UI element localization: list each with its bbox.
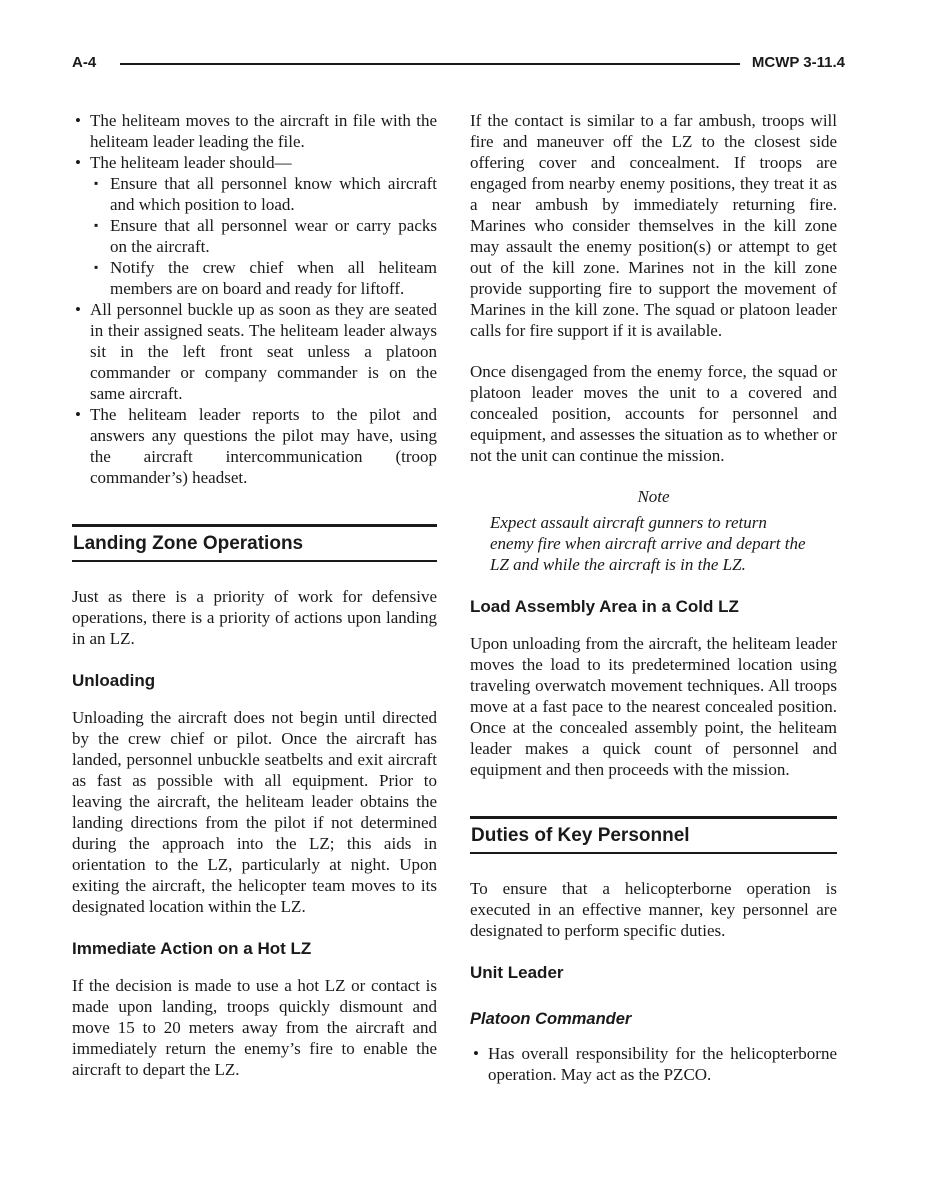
bullet-text: The heliteam leader should— — [90, 153, 292, 172]
bullet-text: Has overall responsibility for the helicopterborne operation. May act as the PZCO. — [488, 1044, 837, 1084]
note-text: Expect assault aircraft gunners to return enemy fire when aircraft arrive and depart the LZ and while the aircraft is in the LZ. — [490, 513, 806, 574]
bullet-item-sub — [72, 215, 437, 257]
cold-lz-paragraph: Upon unloading from the aircraft, the heliteam leader moves the load to its predetermined location using traveling overwatch movement techniques. All troops move at a fast pace to the nearest concealed position. Once at the concealed assembly point, the heliteam leader makes a quick count of personnel and equipment and then proceeds with the mission. — [470, 634, 837, 779]
page-header — [72, 54, 845, 72]
bullet-item — [72, 152, 437, 173]
hot-lz-paragraph: If the decision is made to use a hot LZ or contact is made upon landing, troops quickly dismount and move 15 to 20 meters away from the aircraft and immediately return the enemy’s fire to enable the aircraft to depart the LZ. — [72, 976, 437, 1079]
bullet-text: Ensure that all personnel wear or carry packs on the aircraft. — [110, 216, 437, 256]
two-column-body — [72, 110, 845, 1105]
column-right — [470, 110, 837, 1105]
duties-intro-paragraph: To ensure that a helicopterborne operation is executed in an effective manner, key personnel are designated to perform specific duties. — [470, 879, 837, 940]
disengage-paragraph: Once disengaged from the enemy force, the squad or platoon leader moves the unit to a covered and concealed position, accounts for personnel and equipment, and assesses the situation as to whether or not the unit can continue the mission. — [470, 362, 837, 465]
section-heading-duties-of-key-personnel: Duties of Key Personnel — [470, 816, 837, 854]
platoon-commander-bullet-list — [470, 1043, 837, 1085]
boarding-bullet-list — [72, 110, 437, 488]
bullet-item-sub — [72, 257, 437, 299]
bullet-item — [470, 1043, 837, 1085]
hot-lz-heading: Immediate Action on a Hot LZ — [72, 939, 312, 958]
bullet-item-sub — [72, 173, 437, 215]
doc-ref: MCWP 3-11.4 — [751, 54, 845, 71]
note-label: Note — [637, 487, 670, 506]
far-ambush-paragraph: If the contact is similar to a far ambush, troops will fire and maneuver off the LZ to the closest side offering cover and concealment. If troops are engaged from nearby enemy positions, they treat it as a near ambush by immediately returning fire. Marines who consider themselves in the kill zone may assault the enemy position(s) or attempt to get out of the kill zone. Marines not in the kill zone provide supporting fire to support the movement of Marines in the kill zone. The squad or platoon leader calls for fire support if it is available. — [470, 111, 837, 340]
bullet-text: The heliteam leader reports to the pilot and answers any questions the pilot may have, using the aircraft intercommunication (troop commander’s) headset. — [90, 405, 437, 487]
bullet-item — [72, 299, 437, 404]
header-rule — [120, 63, 740, 65]
platoon-commander-heading: Platoon Commander — [470, 1010, 632, 1028]
cold-lz-heading: Load Assembly Area in a Cold LZ — [470, 597, 739, 616]
column-left — [72, 110, 437, 1100]
bullet-text: The heliteam moves to the aircraft in file with the heliteam leader leading the file. — [90, 111, 437, 151]
lz-operations-intro-paragraph: Just as there is a priority of work for defensive operations, there is a priority of actions upon landing in an LZ. — [72, 587, 437, 648]
bullet-text: Ensure that all personnel know which aircraft and which position to load. — [110, 174, 437, 214]
page-number: A-4 — [72, 54, 97, 71]
unloading-heading: Unloading — [72, 671, 156, 690]
bullet-text: All personnel buckle up as soon as they are seated in their assigned seats. The heliteam leader always sit in the left front seat unless a platoon commander or company commander is on the same aircraft. — [90, 300, 437, 403]
bullet-item — [72, 404, 437, 488]
section-heading-landing-zone-operations: Landing Zone Operations — [72, 524, 437, 562]
unloading-paragraph: Unloading the aircraft does not begin until directed by the crew chief or pilot. Once the aircraft has landed, personnel unbuckle seatbelts and exit aircraft as fast as possible with all equipment. Prior to leaving the aircraft, the heliteam leader obtains the landing directions from the pilot if not determined during the approach into the LZ; this aids in orientation to the LZ, particularly at night. Upon exiting the aircraft, the helicopter team moves to its designated location within the LZ. — [72, 708, 437, 916]
bullet-item — [72, 110, 437, 152]
unit-leader-heading: Unit Leader — [470, 963, 564, 982]
bullet-text: Notify the crew chief when all heliteam members are on board and ready for liftoff. — [110, 258, 437, 298]
